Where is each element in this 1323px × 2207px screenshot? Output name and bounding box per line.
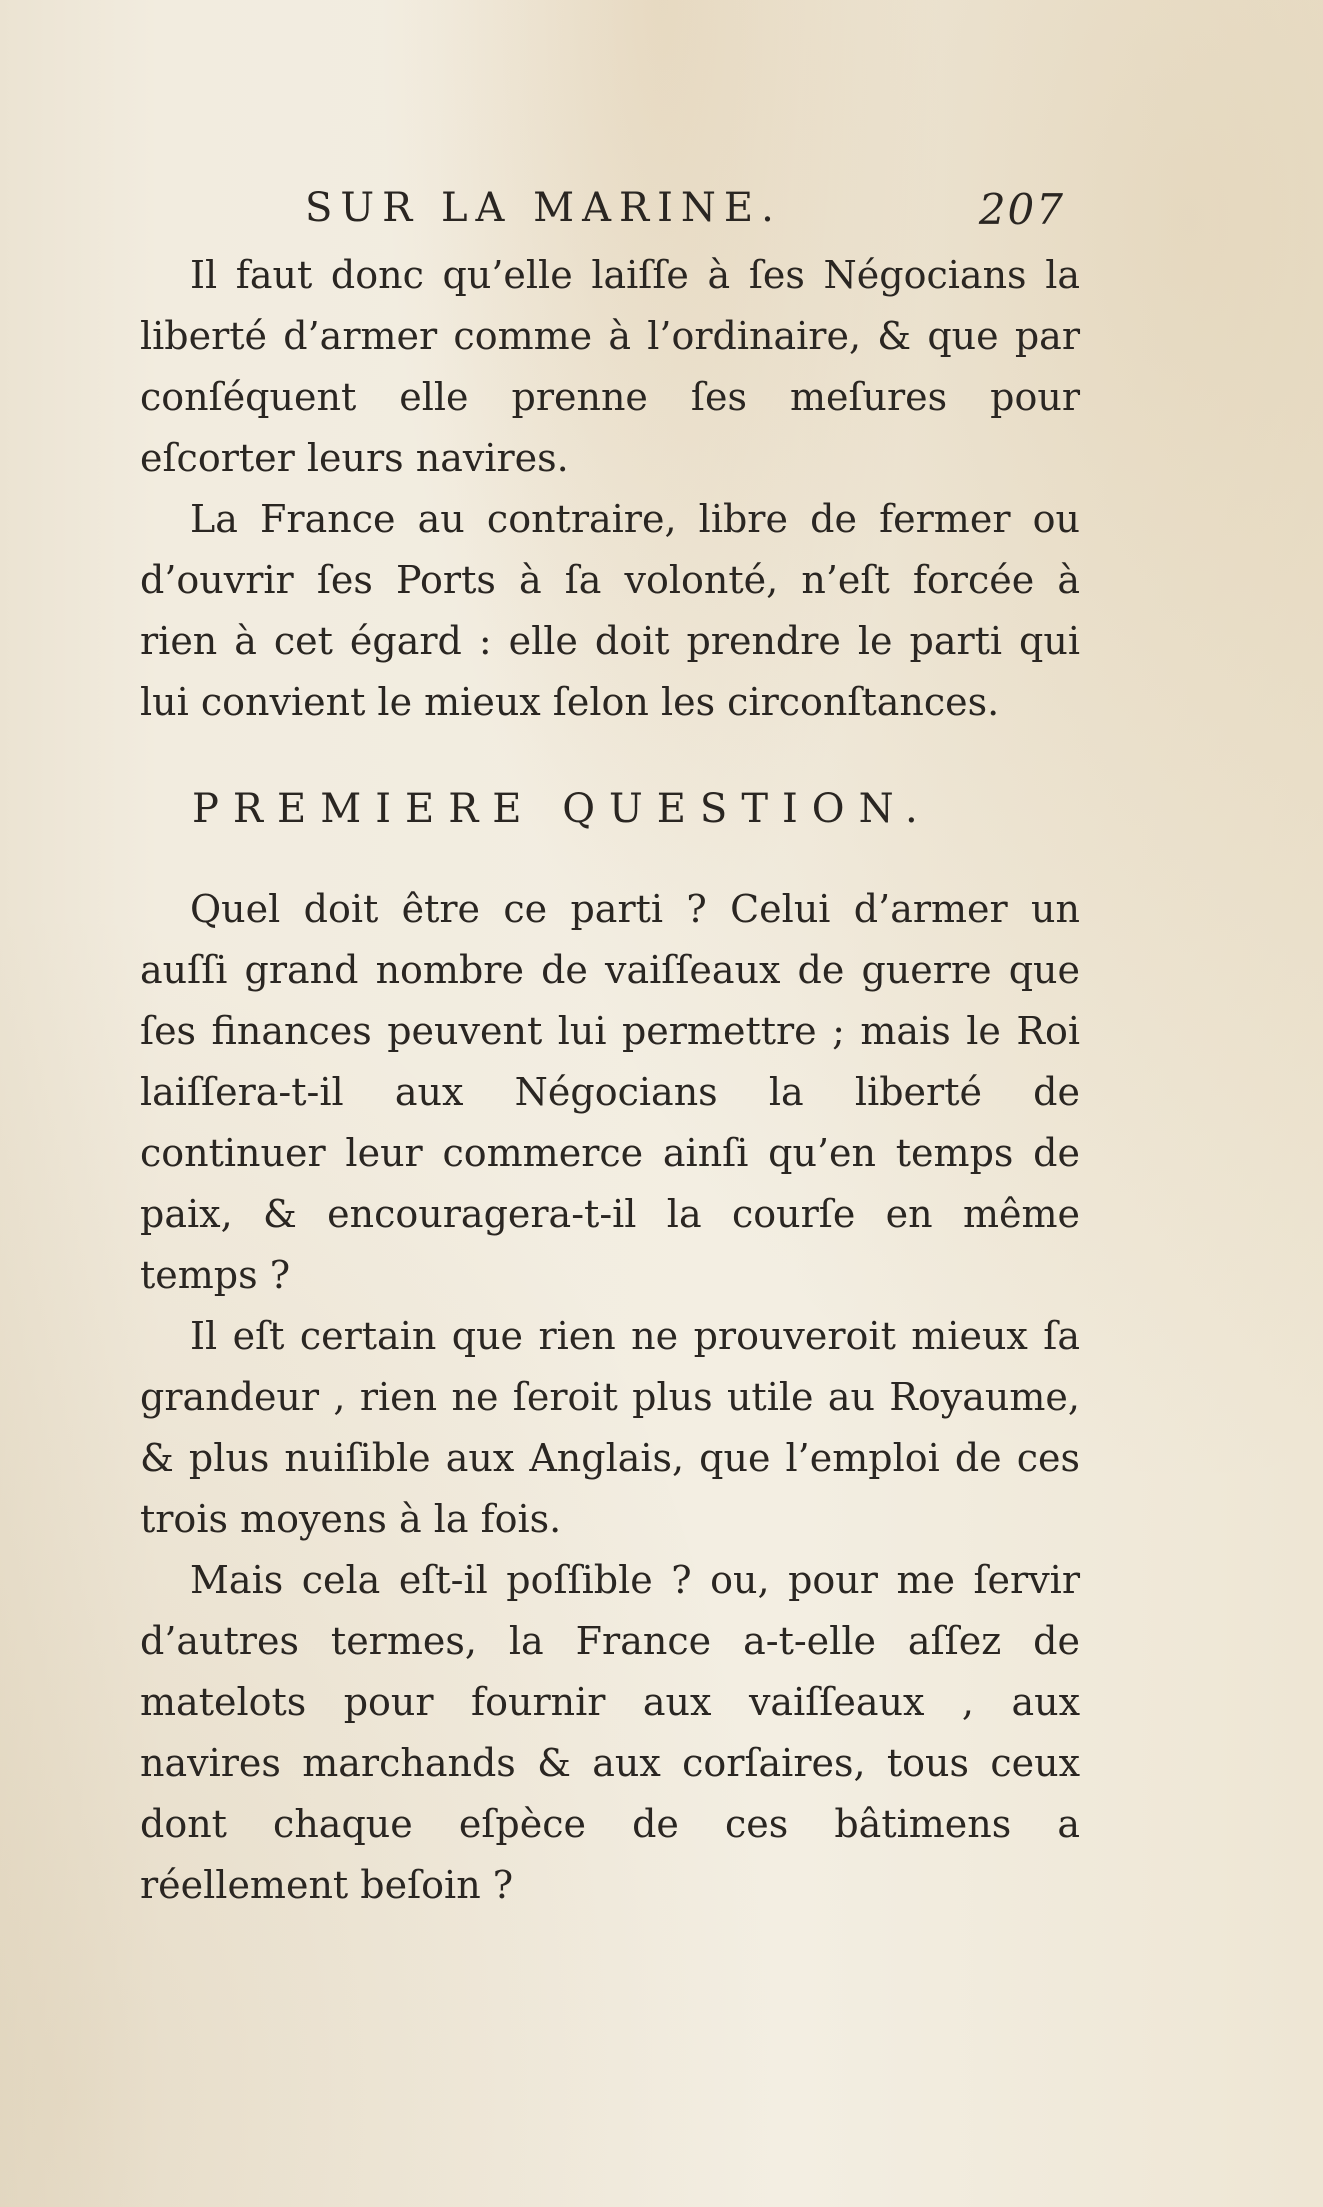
section-title: PREMIERE QUESTION. (192, 786, 932, 832)
text-block (140, 185, 1080, 1916)
paragraph-1: Il faut donc qu’elle laiſſe à ſes Négocians la liberté d’armer comme à l’ordinaire, & que par conſéquent elle prenne ſes meſures pour eſcorter leurs navires. (140, 253, 1080, 480)
running-head: SUR LA MARINE. (305, 185, 782, 231)
page-number: 207 (978, 185, 1065, 234)
paragraph-2: La France au contraire, libre de fermer ou d’ouvrir ſes Ports à ſa volonté, n’eſt forcée à rien à cet égard : elle doit prendre le parti qui lui convient le mieux ſelon les circonſtances. (140, 497, 1080, 724)
paragraph-5: Mais cela eſt-il poſſible ? ou, pour me ſervir d’autres termes, la France a-t-elle aſſez de matelots pour fournir aux vaiſſeaux , aux navires marchands & aux corſaires, tous ceux dont chaque eſpèce de ces bâtimens a réellement beſoin ? (140, 1558, 1080, 1907)
page-header (140, 185, 1080, 245)
paragraph-4: Il eſt certain que rien ne prouveroit mieux ſa grandeur , rien ne ſeroit plus utile au Royaume, & plus nuiſible aux Anglais, que l’emploi de ces trois moyens à la fois. (140, 1314, 1080, 1541)
paragraph-3: Quel doit être ce parti ? Celui d’armer un auſſi grand nombre de vaiſſeaux de guerre que ſes finances peuvent lui permettre ; mais le Roi laiſſera-t-il aux Négocians la liberté de continuer leur commerce ainſi qu’en temps de paix, & encouragera-t-il la courſe en même temps ? (140, 887, 1080, 1297)
